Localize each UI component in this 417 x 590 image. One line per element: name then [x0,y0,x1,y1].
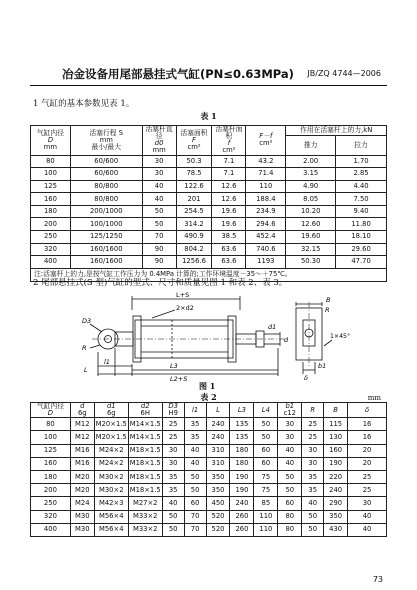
table-cell: 220 [324,471,348,484]
label-l2s: L2+S [170,375,188,382]
table-cell: 20 [348,457,387,470]
table-cell: 180 [31,471,71,484]
table-cell: 350 [206,484,230,497]
table-cell: 19.60 [286,231,336,244]
table-cell: 80/800 [70,180,142,193]
label-b1: b1 [318,362,327,370]
table-cell: 60 [184,497,206,510]
label-b: B [326,296,331,304]
label-chamfer: 1×45° [330,333,351,340]
table-cell: 50 [302,510,324,523]
table-1-note: 注:活塞杆上的力,是按气缸工作压力为 0.4MPa 计算的;工作环境温度－35～＋75℃。 [31,268,387,281]
table-cell: 12.60 [286,218,336,231]
table-cell: 25 [348,471,387,484]
table-row [31,155,387,168]
table-header-cell: d 6g [70,403,94,418]
table-cell: 11.80 [336,218,387,231]
table-cell: 32.15 [286,243,336,256]
table-cell: 4.90 [286,180,336,193]
table-cell: M12 [70,431,94,444]
table-cell: 1256.6 [176,256,212,269]
table-cell: M42×3 [94,497,128,510]
table-cell: 40 [278,444,302,457]
table-cell: 30 [302,457,324,470]
table-cell: 240 [324,484,348,497]
table-cell: 9.40 [336,205,387,218]
table-cell: 40 [184,457,206,470]
table-cell: 80 [31,418,71,431]
table-2 [30,402,387,537]
table-cell: 110 [246,180,286,193]
table-cell: 201 [176,193,212,206]
table-cell: 234.9 [246,205,286,218]
label-d: d [284,336,289,344]
th-force: 作用在活塞杆上的力,kN [286,126,387,136]
table-cell: 804.2 [176,243,212,256]
table-row [31,168,387,181]
table-cell: 50 [254,431,278,444]
table-cell: M56×4 [94,523,128,536]
table-cell: 50.30 [286,256,336,269]
table-cell: M18×1.5 [128,484,162,497]
table-cell: 122.6 [176,180,212,193]
table-cell: M12 [70,418,94,431]
table-cell: 160/1600 [70,243,142,256]
table-cell: 135 [230,431,254,444]
table-cell: 130 [324,431,348,444]
table-row [31,510,387,523]
table-cell: 135 [230,418,254,431]
table-cell: 30 [302,444,324,457]
table-cell: 50 [184,471,206,484]
table-cell: 188.4 [246,193,286,206]
table-cell: 18.10 [336,231,387,244]
table-cell: M14×1.5 [128,431,162,444]
table-cell: 7.50 [336,193,387,206]
table-cell: 250 [31,497,71,510]
table-cell: 85 [254,497,278,510]
label-l-bottom: L [84,366,88,374]
th-pull: 拉力 [336,136,387,156]
table-cell: 1193 [246,256,286,269]
table-cell: 1.70 [336,155,387,168]
label-d1: d1 [268,323,277,331]
table-header-cell: B [324,403,348,418]
table-cell: M24 [70,497,94,510]
table-cell: 19.6 [212,218,246,231]
table-cell: 50 [142,205,176,218]
table-cell: 80 [278,523,302,536]
table-cell: 254.5 [176,205,212,218]
table-cell: 240 [206,418,230,431]
table-2-header [31,403,387,418]
table-cell: 200 [31,218,71,231]
table-cell: 200/1000 [70,205,142,218]
table-cell: 75 [254,484,278,497]
label-r-side: R [325,306,330,314]
table-cell: 190 [230,471,254,484]
table-cell: 47.70 [336,256,387,269]
table-cell: M56×4 [94,510,128,523]
table-row [31,497,387,510]
table-cell: M27×2 [128,497,162,510]
table-cell: 70 [184,510,206,523]
table-cell: 25 [162,431,184,444]
table-cell: 450 [206,497,230,510]
table-cell: 430 [324,523,348,536]
table-header-cell: L4 [254,403,278,418]
table-header-cell: d1 6g [94,403,128,418]
table-cell: 80 [278,510,302,523]
table-row [31,243,387,256]
table-row [31,471,387,484]
table-2-body [31,418,387,537]
table-cell: 30 [278,418,302,431]
table-cell: M18×1.5 [128,444,162,457]
table-cell: 40 [162,497,184,510]
table-cell: 160 [31,457,71,470]
table-cell: 400 [31,256,71,269]
table-header-cell: δ [348,403,387,418]
th-area: 活塞面积 F cm² [176,126,212,156]
standard-number: JB/ZQ 4744—2006 [307,69,381,78]
table-cell: 310 [206,457,230,470]
table-cell: 35 [184,418,206,431]
table-cell: 50 [184,484,206,497]
table-header-cell: L [206,403,230,418]
table-header-cell: D3 H9 [162,403,184,418]
table-header-cell: l1 [184,403,206,418]
table-cell: 50 [254,418,278,431]
table-cell: 294.6 [246,218,286,231]
table-cell: 125 [31,444,71,457]
table-cell: 115 [324,418,348,431]
table-row [31,523,387,536]
table-cell: 7.1 [212,155,246,168]
table-cell: 320 [31,243,71,256]
table-cell: 160 [31,193,71,206]
table-cell: 160/1600 [70,256,142,269]
table-cell: M24×2 [94,457,128,470]
table-cell: 35 [162,484,184,497]
table-cell: 50 [278,484,302,497]
table-cell: 60/600 [70,155,142,168]
section-1-text: 1 气缸的基本参数见表 1。 [33,99,135,109]
table-cell: 290 [324,497,348,510]
table-2-unit: mm [367,394,381,402]
table-cell: 8.05 [286,193,336,206]
figure-1-drawing [70,290,360,382]
table-header-cell: L3 [230,403,254,418]
table-cell: 50 [142,218,176,231]
table-cell: 60/600 [70,168,142,181]
table-cell: 50 [278,471,302,484]
table-cell: 30 [142,155,176,168]
table-cell: 40 [142,180,176,193]
table-row [31,218,387,231]
table-cell: 2.00 [286,155,336,168]
table-cell: M20×1.5 [94,431,128,444]
table-cell: 40 [142,193,176,206]
table-cell: 43.2 [246,155,286,168]
table-cell: 180 [230,444,254,457]
table-cell: 200 [31,484,71,497]
table-cell: M30×2 [94,484,128,497]
table-cell: 100 [31,431,71,444]
table-cell: 125/1250 [70,231,142,244]
table-cell: 100 [31,168,71,181]
table-cell: 25 [348,484,387,497]
th-stroke: 活塞行程 S mm 最小/最大 [70,126,142,156]
label-d3: D3 [82,317,92,325]
label-l1: l1 [104,358,110,366]
table-cell: 35 [302,471,324,484]
table-cell: 2.85 [336,168,387,181]
label-l-plus-s: L+S [176,291,190,299]
table-cell: M14×1.5 [128,418,162,431]
table-header-cell: 气缸内径 D [31,403,71,418]
table-cell: 60 [254,457,278,470]
table-cell: 400 [31,523,71,536]
table-cell: 10.20 [286,205,336,218]
table-cell: 60 [278,497,302,510]
table-cell: 70 [184,523,206,536]
table-header-cell: R [302,403,324,418]
section-2-text: 2 尾部悬挂式(S 型)气缸的型式、尺寸和质量见图 1 和表 2、表 3。 [33,278,288,288]
table-cell: M18×1.5 [128,471,162,484]
table-header-cell: b1 c12 [278,403,302,418]
table-cell: 50 [162,510,184,523]
table-cell: 70 [142,231,176,244]
table-cell: 180 [31,205,71,218]
table-cell: 520 [206,510,230,523]
table-row [31,444,387,457]
table-cell: 125 [31,180,71,193]
table-cell: 30 [348,497,387,510]
table-cell: 240 [206,431,230,444]
table-cell: 350 [324,510,348,523]
table-row [31,418,387,431]
table-cell: 310 [206,444,230,457]
table-cell: 78.5 [176,168,212,181]
table-cell: 350 [206,471,230,484]
th-rod-area: 活塞杆面积 f cm² [212,126,246,156]
table-cell: 160 [324,444,348,457]
table-cell: 452.4 [246,231,286,244]
table-cell: 30 [278,431,302,444]
table-cell: 4.40 [336,180,387,193]
table-cell: 110 [254,523,278,536]
table-cell: 110 [254,510,278,523]
table-cell: M20 [70,471,94,484]
table-cell: M16 [70,457,94,470]
label-l: L3 [170,362,178,370]
table-cell: M33×2 [128,510,162,523]
header-rule [30,85,387,86]
page-number: 73 [372,575,383,584]
table-cell: 100/1000 [70,218,142,231]
label-r-left: R [82,344,87,352]
table-cell: M20×1.5 [94,418,128,431]
table-cell: 40 [348,510,387,523]
table-cell: 63.6 [212,256,246,269]
th-bore: 气缸内径 D mm [31,126,71,156]
table-cell: 40 [302,497,324,510]
table-cell: M30 [70,510,94,523]
table-cell: 3.15 [286,168,336,181]
table-cell: 71.4 [246,168,286,181]
table-cell: 490.9 [176,231,212,244]
table-cell: M20 [70,484,94,497]
table-cell: 740.6 [246,243,286,256]
table-1-body [31,155,387,268]
table-cell: 50 [162,523,184,536]
table-row [31,484,387,497]
table-cell: 30 [162,444,184,457]
table-cell: 12.6 [212,180,246,193]
table-cell: 40 [184,444,206,457]
table-cell: 50.3 [176,155,212,168]
table-cell: 38.5 [212,231,246,244]
table-cell: 75 [254,471,278,484]
label-2xd2: 2×d2 [176,304,194,312]
table-row [31,256,387,269]
table-cell: 20 [348,444,387,457]
table-cell: 520 [206,523,230,536]
table-cell: 250 [31,231,71,244]
table-cell: 30 [162,457,184,470]
table-cell: 320 [31,510,71,523]
table-cell: 40 [348,523,387,536]
table-cell: M16 [70,444,94,457]
table-cell: 25 [162,418,184,431]
table-row [31,205,387,218]
table-cell: 90 [142,256,176,269]
th-push: 推力 [286,136,336,156]
table-1 [30,125,387,282]
table-row [31,457,387,470]
table-cell: 30 [142,168,176,181]
table-header-row [31,403,387,418]
table-cell: 80 [31,155,71,168]
table-cell: 19.6 [212,205,246,218]
table-row [31,180,387,193]
table-cell: 25 [302,431,324,444]
label-delta: δ [304,374,308,382]
table-cell: 240 [230,497,254,510]
page-title: 冶金设备用尾部悬挂式气缸(PN≤0.63MPa) [62,67,294,81]
table-cell: 50 [302,523,324,536]
table-cell: 80/800 [70,193,142,206]
table-cell: 25 [302,418,324,431]
table-cell: 35 [184,431,206,444]
table-cell: 35 [302,484,324,497]
table-row [31,431,387,444]
table-cell: 12.6 [212,193,246,206]
table-cell: 7.1 [212,168,246,181]
table-cell: 63.6 [212,243,246,256]
table-cell: 190 [230,484,254,497]
table-cell: 260 [230,510,254,523]
table-cell: 29.60 [336,243,387,256]
table-cell: M24×2 [94,444,128,457]
table-cell: M30×2 [94,471,128,484]
table-cell: 90 [142,243,176,256]
table-2-caption: 表 2 [200,392,217,402]
table-cell: 60 [254,444,278,457]
th-diff: F－f cm² [246,126,286,156]
table-cell: 16 [348,431,387,444]
table-cell: M33×2 [128,523,162,536]
table-row [31,231,387,244]
table-cell: 314.2 [176,218,212,231]
table-cell: M18×1.5 [128,457,162,470]
th-rod: 活塞杆直径 d0 mm [142,126,176,156]
table-1-caption: 表 1 [200,111,217,121]
figure-1-caption: 图 1 [199,381,216,391]
table-cell: 180 [230,457,254,470]
table-cell: 190 [324,457,348,470]
table-cell: 35 [162,471,184,484]
table-cell: 40 [278,457,302,470]
table-cell: M30 [70,523,94,536]
table-cell: 260 [230,523,254,536]
table-row [31,193,387,206]
table-header-cell: d2 6H [128,403,162,418]
table-cell: 16 [348,418,387,431]
